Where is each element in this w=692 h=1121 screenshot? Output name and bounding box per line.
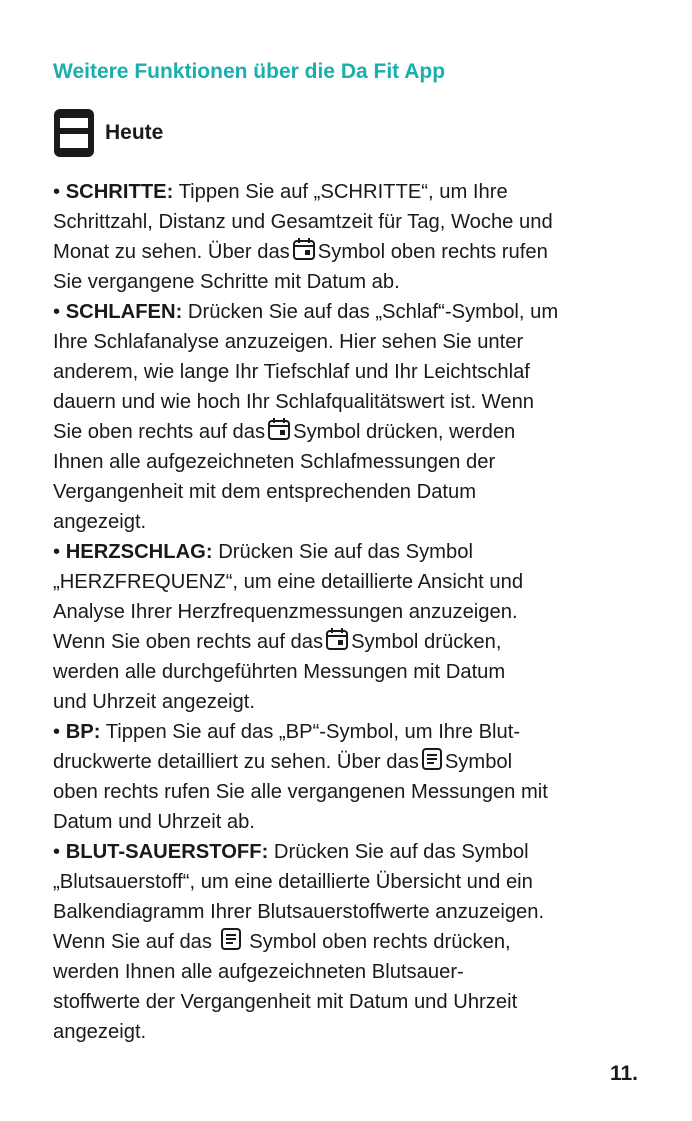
item-label: SCHRITTE: xyxy=(65,181,174,203)
list-icon xyxy=(220,927,242,951)
calendar-icon xyxy=(325,627,349,651)
list-icon xyxy=(421,747,443,771)
section-label: Heute xyxy=(105,121,164,144)
calendar-icon xyxy=(267,417,291,441)
page-number: 11. xyxy=(609,1062,638,1085)
item-label: BLUT-SAUERSTOFF: xyxy=(65,841,269,863)
item-label: SCHLAFEN: xyxy=(65,301,183,323)
list-item-blutsauerstoff: • BLUT-SAUERSTOFF: Drücken Sie auf das Symbol xyxy=(53,841,529,863)
page-title: Weitere Funktionen über die Da Fit App xyxy=(53,60,446,83)
calendar-icon xyxy=(292,237,316,261)
item-label: HERZSCHLAG: xyxy=(65,541,213,563)
item-label: BP: xyxy=(65,721,101,743)
list-item-bp: • BP: Tippen Sie auf das „BP“-Symbol, um Ihre Blut- xyxy=(53,721,521,743)
list-item-schlafen: • SCHLAFEN: Drücken Sie auf das „Schlaf“-Symbol, um xyxy=(53,301,559,323)
list-item-schritte: • SCHRITTE: Tippen Sie auf „SCHRITTE“, um Ihre xyxy=(53,181,508,203)
function-list: • SCHRITTE: Tippen Sie auf „SCHRITTE“, um Ihre Schrittzahl, Distanz und Gesamtzeit für Tag, Woche und Monat zu sehen. Über das Symbol oben rechts rufen Sie vergangene Schritte mit Datum ab. • SCHLAFEN: Drücken Sie auf das „Schlaf“-Symbol, um Ihre Schlafanalyse anzuzeigen. Hier sehen Sie unter anderem, wie lange Ihr Tiefschlaf und Ihr Leichtschlaf dauern und wie hoch Ihr Schlafqualitätswert ist. Wenn Sie oben rechts auf das Symbol drücken, werden Ihnen alle aufgezeichneten Schlafmessungen der Vergangenheit mit dem entsprechenden Datum angezeigt. • HERZSCHLAG: Drücken Sie auf das Symbol „HERZFREQUENZ“, um eine detaillierte Ansicht und Analyse Ihrer Herzfrequenzmessungen anzuzeigen. Wenn Sie oben rechts auf das Symbol drücken, werden alle durchgeführten Messungen mit Datum und Uhrzeit angezeigt. • BP: Tippen Sie auf das „BP“-Symbol, um Ihre Blut- druckwerte detailliert zu sehen. Über das Symbol oben rechts rufen Sie alle vergangenen Messungen mit Datum und Uhrzeit ab. • BLUT-SAUERSTOFF: Drücken Sie auf das Symbol „Blutsauerstoff“, um eine detaillierte Übersicht und ein Balkendiagramm Ihrer Blutsauerstoffwerte anzuzeigen. Wenn Sie auf das Symbol oben rechts drücken, werden Ihnen alle aufgezeichneten Blutsauer- stoffwerte der Vergangenheit mit Datum und Uhrzeit angezeigt. xyxy=(53,177,643,1047)
today-screen-icon xyxy=(53,108,95,158)
list-item-herzschlag: • HERZSCHLAG: Drücken Sie auf das Symbol xyxy=(53,541,473,563)
section-heading xyxy=(53,108,163,158)
